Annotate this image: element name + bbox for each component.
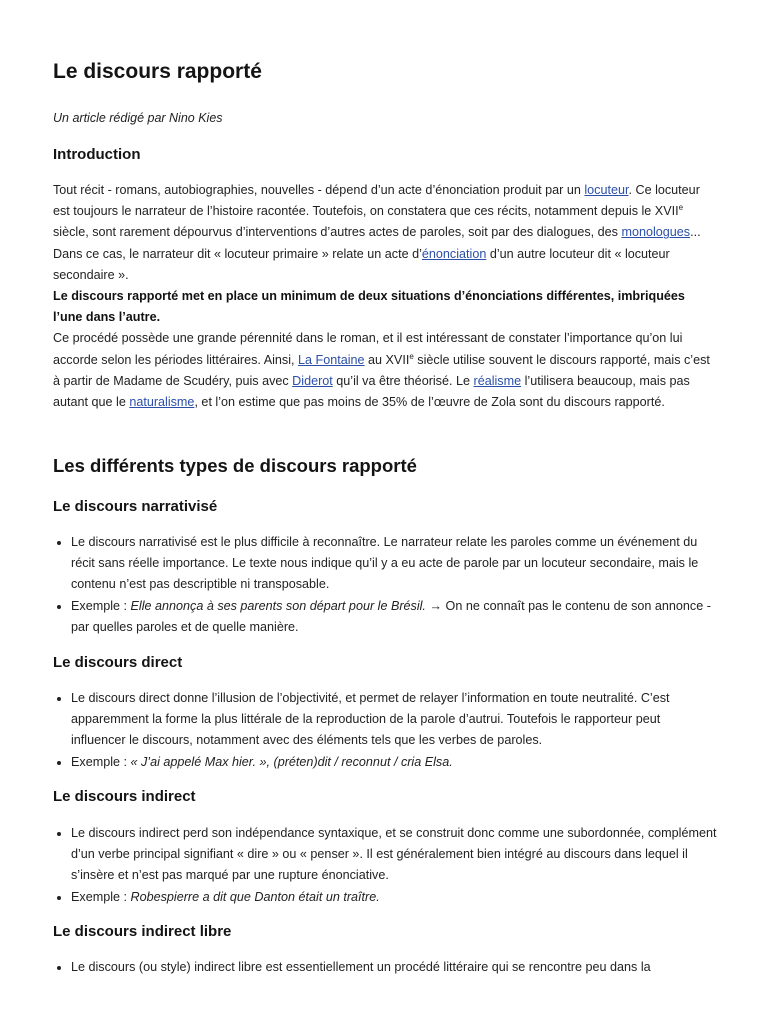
link-diderot[interactable]: Diderot xyxy=(292,373,333,388)
list-indirect xyxy=(53,823,717,908)
intro-paragraph-2 xyxy=(53,328,717,413)
link-realisme[interactable]: réalisme xyxy=(473,373,522,388)
list-item xyxy=(71,752,717,773)
text-run: Ce procédé possède une grande pérennité dans le roman, et il est intéressant de constater l’importance qu’on lui accorde selon les périodes littéraires. Ainsi, xyxy=(53,331,683,367)
superscript: e xyxy=(409,351,414,361)
text-run: Tout récit - romans, autobiographies, nouvelles - dépend d’un acte d’énonciation produit par un xyxy=(53,183,585,197)
text-run: l’utilisera beaucoup, mais pas autant que le xyxy=(53,373,690,410)
text-run: qu’il va être théorisé. Le xyxy=(332,373,474,388)
superscript: e xyxy=(678,203,684,213)
list-item: • Le discours (ou style) indirect libre est essentiellement un procédé littéraire qui se rencontre peu dans la xyxy=(71,957,717,978)
byline: Un article rédigé par Nino Kies xyxy=(53,111,223,125)
list-direct xyxy=(53,688,717,773)
link-la-fontaine[interactable]: La Fontaine xyxy=(298,352,365,367)
list-item: • Le discours direct donne l’illusion de l’objectivité, et permet de relayer l’information en toute neutralité. C’est apparemment la forme la plus littérale de la reproduction de la parole d’autrui. Toutefois le rapporteur peut influencer le discours, notamment avec des éléments tels que les verbes de paroles. xyxy=(71,688,717,752)
example-text: Robespierre a dit que Danton était un traître. xyxy=(130,889,380,904)
text-run: siècle, sont rarement dépourvus d’interventions d’autres actes de paroles, soit par des dialogues, des xyxy=(53,225,622,240)
text-run: ... Dans ce cas, le narrateur dit « locuteur primaire » relate un acte d’ xyxy=(53,225,701,261)
example-text: « J’ai appelé Max hier. », (préten)dit / reconnut / cria Elsa. xyxy=(130,754,453,769)
intro-text xyxy=(53,180,717,413)
heading-indirect-libre: Le discours indirect libre xyxy=(53,923,232,940)
text-run: siècle utilise souvent le discours rapporté, mais c’est à partir de Madame de Scudéry, puis avec xyxy=(53,352,710,388)
text-run: , et l’on estime que pas moins de 35% de l’œuvre de Zola sont du discours rapporté. xyxy=(194,395,665,410)
list-narrativise xyxy=(53,532,717,638)
heading-narrativise: Le discours narrativisé xyxy=(53,498,218,515)
heading-types: Les différents types de discours rapporté xyxy=(53,455,417,476)
example-comment: → On ne connaît pas le contenu de son annonce - par quelles paroles et de quelle manière. xyxy=(71,598,711,634)
example-label: Exemple : xyxy=(71,889,131,904)
link-naturalisme[interactable]: naturalisme xyxy=(129,395,195,410)
page-title: Le discours rapporté xyxy=(53,60,262,83)
list-item xyxy=(71,887,717,908)
bold-text: Le discours rapporté met en place un minimum de deux situations d’énonciations différentes, imbriquées l’une dans l’autre. xyxy=(53,289,685,325)
heading-indirect: Le discours indirect xyxy=(53,788,196,805)
text-run: au XVII xyxy=(364,352,410,367)
text-run: . Ce locuteur est toujours le narrateur de l’histoire racontée. Toutefois, on constatera que ces récits, notamment depuis le XVII xyxy=(53,183,700,219)
list-item xyxy=(71,596,717,638)
example-text: Elle annonça à ses parents son départ pour le Brésil. xyxy=(130,598,426,613)
link-enonciation[interactable]: énonciation xyxy=(421,246,487,261)
text-run: d’un autre locuteur dit « locuteur secondaire ». xyxy=(53,246,670,282)
link-monologues[interactable]: monologues xyxy=(621,225,691,240)
link-locuteur[interactable]: locuteur xyxy=(584,183,629,197)
list-item: • Le discours indirect perd son indépendance syntaxique, et se construit donc comme une subordonnée, complément d’un verbe principal signifiant « dire » ou « penser ». Il est généralement bien intégré au discours dans lequel il s’insère et n’est pas marqué par une rupture énonciative. xyxy=(71,823,717,887)
intro-paragraph-1 xyxy=(53,180,717,286)
example-label: Exemple : xyxy=(71,754,131,769)
list-indirect-libre xyxy=(53,957,717,981)
list-item: • Le discours narrativisé est le plus difficile à reconnaître. Le narrateur relate les paroles comme un événement du récit sans réelle importance. Le texte nous indique qu’il y a eu acte de parole par un locuteur secondaire, mais le contenu n’est pas descriptible ni transposable. xyxy=(71,532,717,596)
intro-bold-statement xyxy=(53,286,717,328)
heading-direct: Le discours direct xyxy=(53,654,183,671)
heading-introduction: Introduction xyxy=(53,146,141,163)
example-label: Exemple : xyxy=(71,598,131,613)
